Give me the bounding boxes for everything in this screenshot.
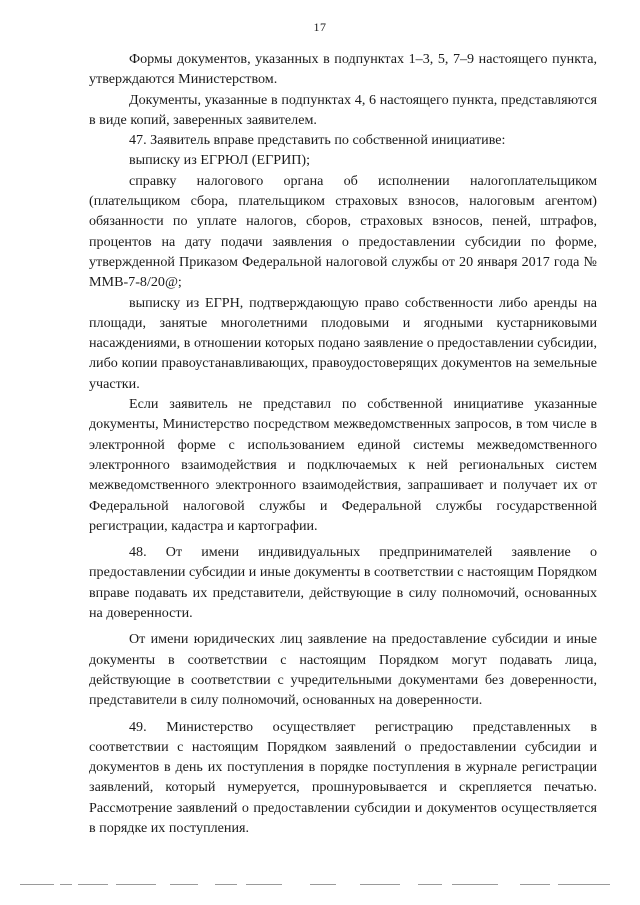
paragraph-item-49: 49. Министерство осуществляет регистрацию представленных в соответствии с настоящим Порядком заявлений о предоставлении субсидии и документов в день их поступления в порядке поступления в журнале регистрации заявлений, который нумеруется, прошнуровывается и скрепляется печатью. Рассмотрение заявлений о предоставлении субсидии и документов осуществляется в порядке их поступления. xyxy=(89,718,597,836)
page-number: 17 xyxy=(313,20,327,34)
document-body xyxy=(89,49,597,838)
paragraph-forms-approval: Формы документов, указанных в подпунктах 1–3, 5, 7–9 настоящего пункта, утверждаются Министерством. xyxy=(89,51,597,88)
paragraph-interagency-requests: Если заявитель не представил по собственной инициативе указанные документы, Министерство посредством межведомственных запросов, в том числе в электронной форме с использованием единой системы межведомственного электронного взаимодействия и подключаемых к ней региональных систем межведомственного электронного взаимодействия, запрашивает и получает их от Федеральной налоговой службы и Федеральной службы государственной регистрации, кадастра и картографии. xyxy=(89,396,597,534)
footer-scan-line xyxy=(20,884,620,886)
paragraph-item-48: 48. От имени индивидуальных предпринимателей заявление о предоставлении субсидии и иные документы в соответствии с настоящим Порядком вправе подавать их представители, действующие в силу полномочий, основанных на доверенности. xyxy=(89,544,597,622)
paragraph-item-47: 47. Заявитель вправе представить по собственной инициативе: xyxy=(129,132,506,149)
paragraph-legal-entities: От имени юридических лиц заявление на предоставление субсидии и иные документы в соответствии с настоящим Порядком могут подавать лица, действующие в соответствии с учредительными документами без доверенности, представители в силу полномочий, основанных на доверенности. xyxy=(89,631,597,709)
paragraph-tax-certificate: справку налогового органа об исполнении налогоплательщиком (плательщиком сбора, плательщиком страховых взносов, налоговым агентом) обязанности по уплате налогов, сборов, страховых взносов, пеней, штрафов, процентов на дату подачи заявления о предоставлении субсидии по форме, утвержденной Приказом Федеральной налоговой службы от 20 января 2017 года № ММВ-7-8/20@; xyxy=(89,172,597,291)
paragraph-copies-certified: Документы, указанные в подпунктах 4, 6 настоящего пункта, представляются в виде копий, заверенных заявителем. xyxy=(89,91,597,128)
paragraph-egrn-extract: выписку из ЕГРН, подтверждающую право собственности либо аренды на площади, занятые многолетними плодовыми и ягодными кустарниковыми насаждениями, в отношении которых подано заявление о предоставлении субсидии, либо копии правоустанавливающих, правоудостоверящих документов на земельные участки. xyxy=(89,294,597,392)
paragraph-egrul-extract: выписку из ЕГРЮЛ (ЕГРИП); xyxy=(129,152,311,169)
